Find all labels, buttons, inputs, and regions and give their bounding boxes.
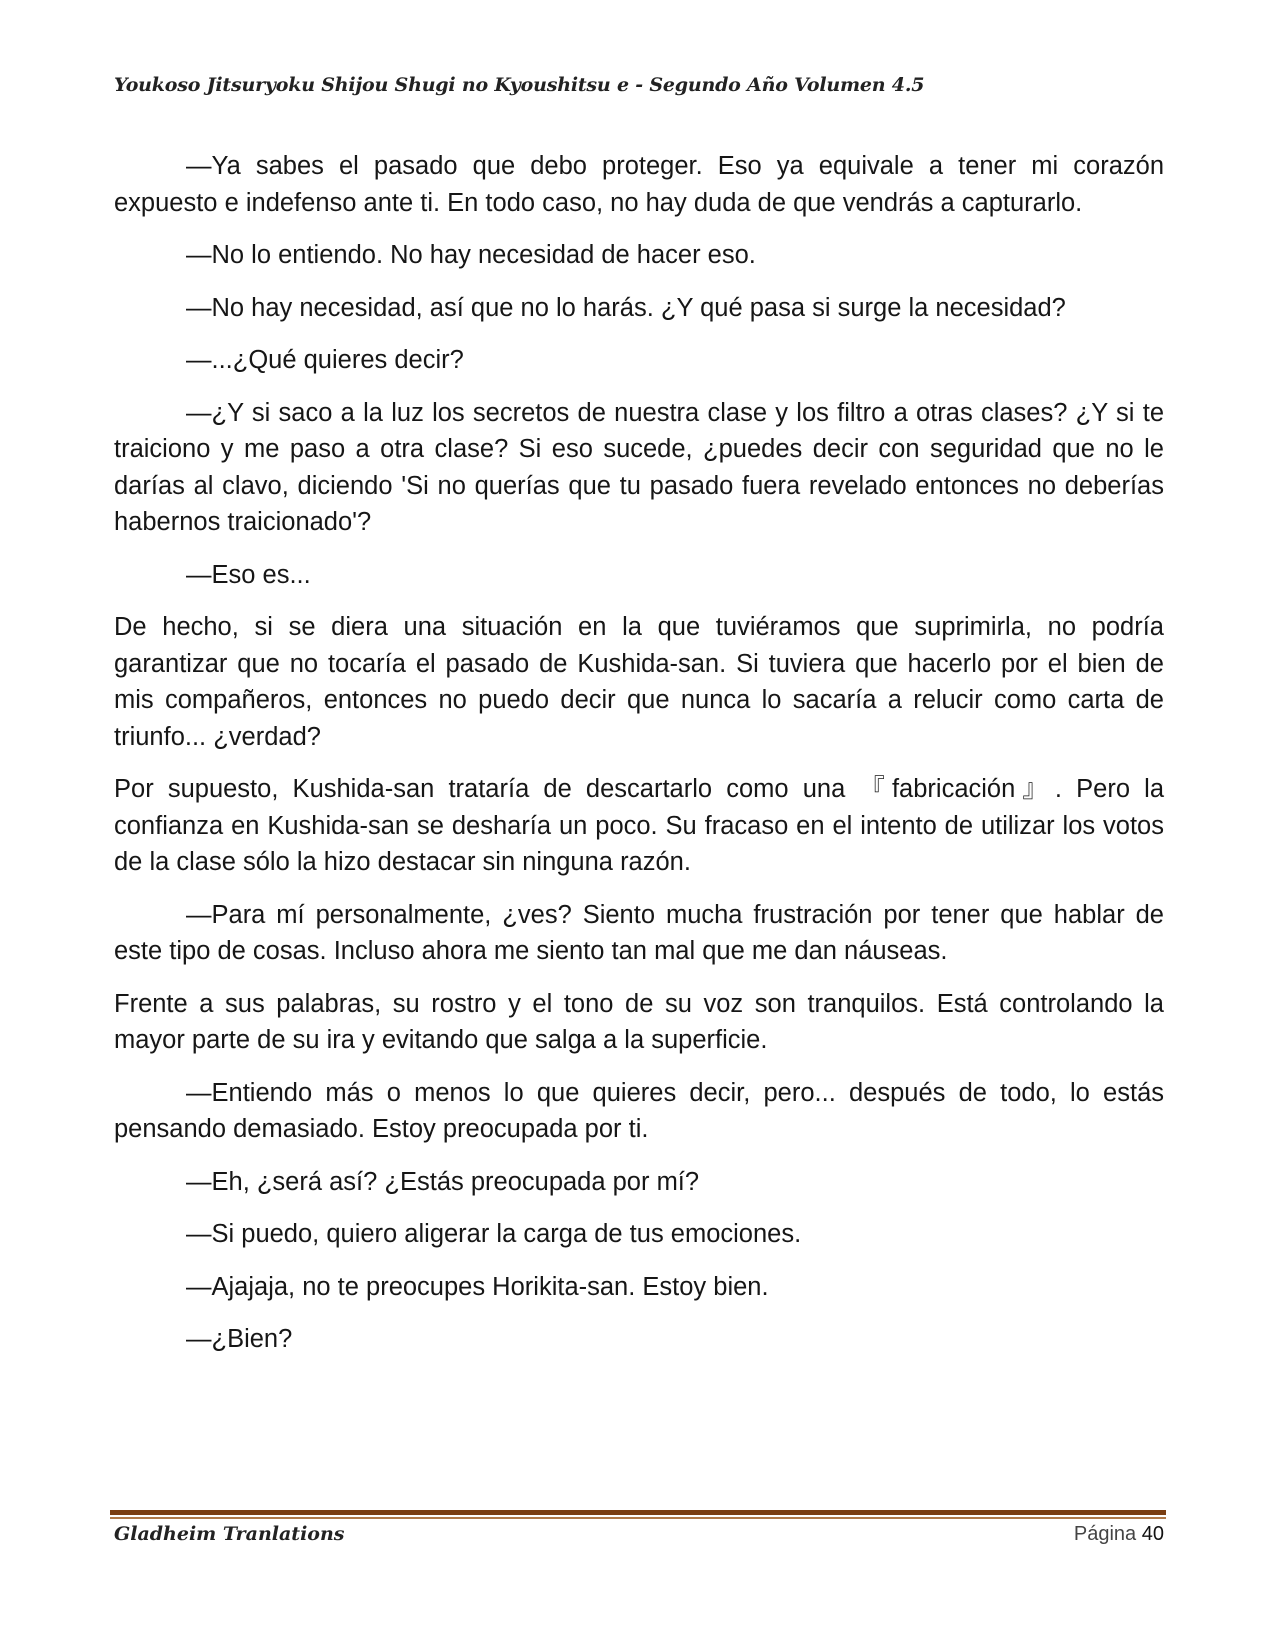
- paragraph: De hecho, si se diera una situación en la que tuviéramos que suprimirla, no podría garantizar que no tocaría el pasado de Kushida-san. Si tuviera que hacerlo por el bien de mis compañeros, entonces no puedo decir que nunca lo sacaría a relucir como carta de triunfo... ¿verdad?: [114, 613, 1164, 751]
- footer-page-indicator: [1074, 1523, 1164, 1546]
- paragraph: —Entiendo más o menos lo que quieres decir, pero... después de todo, lo estás pensando demasiado. Estoy preocupada por ti.: [114, 1078, 1164, 1143]
- paragraph: Frente a sus palabras, su rostro y el tono de su voz son tranquilos. Está controlando la mayor parte de su ira y evitando que salga a la superficie.: [114, 989, 1164, 1054]
- page-label: Página: [1073, 1523, 1137, 1545]
- paragraph: —No hay necesidad, así que no lo harás. ¿Y qué pasa si surge la necesidad?: [186, 293, 1066, 322]
- body-text: [114, 148, 1164, 1374]
- paragraph: —Si puedo, quiero aligerar la carga de tus emociones.: [186, 1220, 802, 1248]
- paragraph: —¿Y si saco a la luz los secretos de nuestra clase y los filtro a otras clases? ¿Y si te traiciono y me paso a otra clase? Si eso sucede, ¿puedes decir con seguridad que no le darías al clavo, diciendo 'Si no querías que tu pasado fuera revelado entonces no deberías habernos traicionado'?: [114, 398, 1164, 536]
- footer-publisher: Gladheim Tranlations: [114, 1523, 345, 1545]
- footer-divider-thin: [110, 1517, 1166, 1519]
- paragraph: —Ya sabes el pasado que debo proteger. Eso ya equivale a tener mi corazón expuesto e indefenso ante ti. En todo caso, no hay duda de que vendrás a capturarlo.: [114, 152, 1164, 217]
- paragraph: —Eso es...: [186, 560, 311, 589]
- paragraph: Por supuesto, Kushida-san trataría de descartarlo como una 『fabricación』. Pero la confianza en Kushida-san se desharía un poco. Su fracaso en el intento de utilizar los votos de la clase sólo la hizo destacar sin ninguna razón.: [114, 775, 1164, 876]
- paragraph: —Ajajaja, no te preocupes Horikita-san. Estoy bien.: [186, 1272, 769, 1301]
- paragraph: —...¿Qué quieres decir?: [186, 346, 464, 374]
- paragraph: —Para mí personalmente, ¿ves? Siento mucha frustración por tener que hablar de este tipo de cosas. Incluso ahora me siento tan mal que me dan náuseas.: [114, 900, 1164, 965]
- running-header-title: Youkoso Jitsuryoku Shijou Shugi no Kyoushitsu e - Segundo Año Volumen 4.5: [114, 74, 925, 96]
- paragraph: —Eh, ¿será así? ¿Estás preocupada por mí?: [186, 1167, 700, 1196]
- footer-divider-thick: [110, 1510, 1166, 1515]
- page-number: 40: [1141, 1523, 1164, 1545]
- paragraph: —¿Bien?: [186, 1325, 293, 1353]
- paragraph: —No lo entiendo. No hay necesidad de hacer eso.: [186, 241, 756, 269]
